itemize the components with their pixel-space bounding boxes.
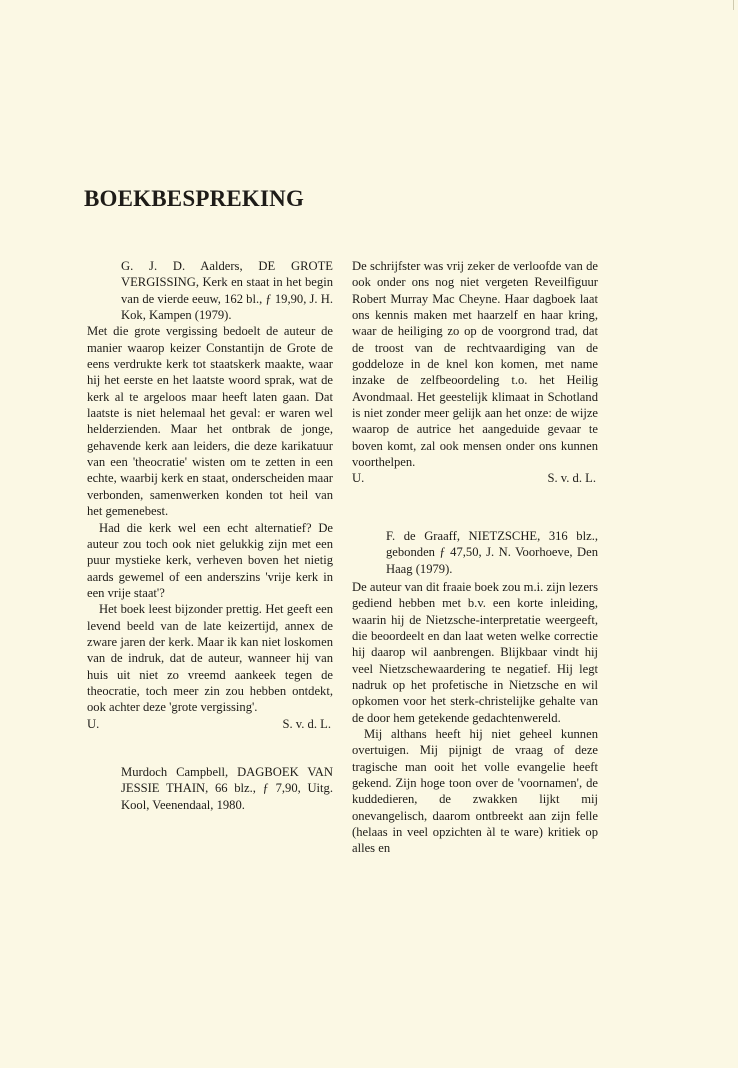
page-title: BOEKBESPREKING (84, 186, 305, 211)
review-1-bibliographic-entry: G. J. D. Aalders, DE GROTE VERGISSING, Kerk en staat in het begin van de vierde eeuw, 162 bl., ƒ 19,90, J. H. Kok, Kampen (1979). (121, 259, 333, 323)
review-1-paragraph-1: Met die grote vergissing bedoelt de auteur de manier waarop keizer Constantijn de Grote de eens verdrukte kerk tot staatskerk maakte, waar hij het eerste en het laatste woord sprak, wat de kerk al te argeloos maar heeft laten gaan. Dat laatste is niet helemaal het geval: er waren wel helderzienden. Maar het ontbrak de jonge, gehavende kerk aan leiders, die deze karikatuur van een 'theocratie' wisten om te zetten in een echte, waarbij kerk en staat, onderscheiden maar verbonden, samenwerken konden tot heil van het gemenebest. (87, 324, 333, 519)
page-edge-mark (733, 0, 734, 10)
review-3-paragraph-1: De auteur van dit fraaie boek zou m.i. zijn lezers gediend hebben met b.v. een korte inleiding, waarin hij de Nietzsche-interpretatie weergeeft, die beoordeelt en dan laat weten welke correctie hij daarop wil aanbrengen. Blijkbaar vindt hij veel Nietzschewaardering te negatief. Hij legt nadruk op het profetische in Nietzsche en wil opkomen voor het sterk-christelijke gehalte van de door hem getekende gedachtenwereld. (352, 579, 598, 725)
review-1-signature-place: U. (87, 716, 100, 731)
review-1-signature-author: S. v. d. L. (282, 716, 331, 731)
review-1-paragraph-2: Had die kerk wel een echt alternatief? De auteur zou toch ook niet gelukkig zijn met een puur mystieke kerk, verheven boven het nietig aards gewemel of een anderszins 'vrije kerk in een vrije staat'? (87, 520, 333, 600)
review-1-signature (87, 716, 333, 732)
right-column (352, 258, 598, 857)
review-2-signature-place: U. (352, 471, 365, 486)
review-3-paragraph-2: Mij althans heeft hij niet geheel kunnen overtuigen. Mij pijnigt de vraag of deze tragische man ooit het volle evangelie heeft gekend. Zijn hoge toon over de 'voornamen', de kuddedieren, de zwakken lijkt mij onevangelisch, daarom ontbreekt aan zijn felle (helaas in veel opzichten àl te ware) kritiek op alles en (352, 726, 598, 856)
review-3-bibliographic-entry: F. de Graaff, NIETZSCHE, 316 blz., gebonden ƒ 47,50, J. N. Voorhoeve, Den Haag (1979). (386, 528, 598, 576)
review-2-signature (352, 470, 598, 486)
review-2-signature-author: S. v. d. L. (547, 471, 596, 486)
review-1-paragraph-3: Het boek leest bijzonder prettig. Het geeft een levend beeld van de late keizertijd, annex de zware jaren der kerk. Maar ik kan niet loskomen van de indruk, dat de auteur, wanneer hij van huis uit niet zo vreemd aankeek tegen de theocratie, toch meer zin zou hebben ontdekt, ook achter deze 'grote vergissing'. (87, 602, 333, 715)
review-2-bibliographic-entry: Murdoch Campbell, DAGBOEK VAN JESSIE THAIN, 66 blz., ƒ 7,90, Uitg. Kool, Veenendaal, 1980. (121, 764, 333, 812)
left-column (87, 258, 333, 813)
review-2-paragraph-1: De schrijfster was vrij zeker de verloofde van de ook onder ons nog niet vergeten Reveilfiguur Robert Murray Mac Cheyne. Haar dagboek laat ons kennis maken met haarzelf en haar kring, waar de heiliging zo op de voorgrond trad, dat de troost van de rechtvaardiging van de goddeloze in de knel kon komen, met name inzake de zelfbeoordeling t.o. het Heilig Avondmaal. Het geestelijk klimaat in Schotland is niet zonder meer gelijk aan het onze: de wijze waarop de autrice het aangeduide gevaar te boven komt, zal ook mensen onder ons kunnen voorthelpen. (352, 259, 598, 470)
